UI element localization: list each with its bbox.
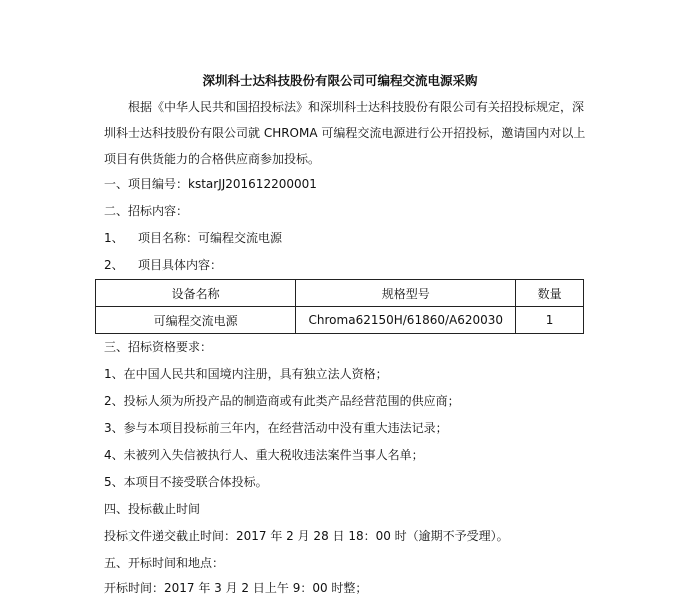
item-text: 项目名称：可编程交流电源 [138,231,283,245]
table-row [96,307,584,334]
qualification-item: 4、未被列入失信被执行人、重大税收违法案件当事人名单； [104,448,424,462]
opening-heading: 五、开标时间和地点： [104,556,225,570]
column-header-quantity: 数量 [516,280,584,307]
column-header-model: 规格型号 [296,280,516,307]
deadline-text: 投标文件递交截止时间：2017 年 2 月 28 日 18：00 时（逾期不予受理）。 [104,529,509,543]
equipment-table [95,279,584,334]
qualification-item: 2、投标人须为所投产品的制造商或有此类产品经营范围的供应商； [104,394,460,408]
document-title: 深圳科士达科技股份有限公司可编程交流电源采购 [202,73,478,88]
column-header-device-name: 设备名称 [96,280,296,307]
item-number: 2、 [104,258,124,272]
item-text: 项目具体内容： [138,258,223,272]
intro-paragraph: 根据《中华人民共和国招投标法》和深圳科士达科技股份有限公司有关招投标规定，深圳科士达科技股份有限公司就 CHROMA 可编程交流电源进行公开招投标，邀请国内对以上项目有供货能力的合格供应商参加投标。 [104,100,586,166]
item-project-name [104,228,282,248]
cell-model: Chroma62150H/61860/A620030 [296,307,516,334]
project-number-line: 一、项目编号：kstarJJ201612200001 [104,177,317,191]
bid-content-heading: 二、招标内容： [104,204,189,218]
qualification-item: 5、本项目不接受联合体投标。 [104,475,268,489]
table-header-row [96,280,584,307]
cell-quantity: 1 [516,307,584,334]
qualification-heading: 三、招标资格要求： [104,340,213,354]
deadline-heading: 四、投标截止时间 [104,502,201,516]
qualification-item: 1、在中国人民共和国境内注册，具有独立法人资格； [104,367,388,381]
opening-text: 开标时间：2017 年 3 月 2 日上午 9：00 时整； [104,581,368,595]
item-number: 1、 [104,231,124,245]
qualification-item: 3、参与本项目投标前三年内，在经营活动中没有重大违法记录； [104,421,448,435]
item-project-content [104,255,222,275]
cell-device-name: 可编程交流电源 [96,307,296,334]
